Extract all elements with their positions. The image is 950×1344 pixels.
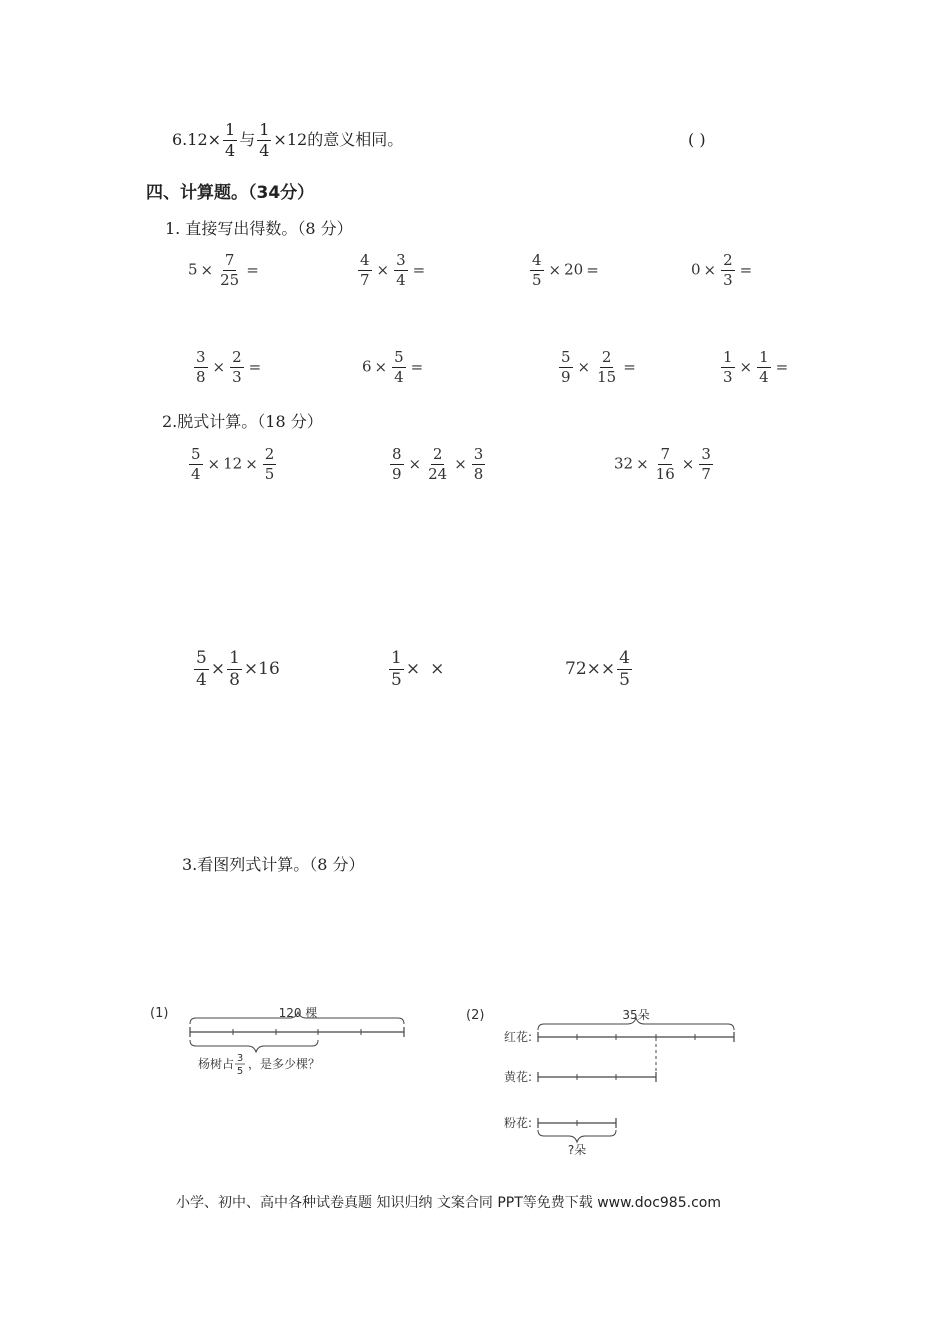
yellow-label: 黄花: [504,1070,533,1084]
figure-2-diagram [460,1002,750,1162]
figure-1-diagram [140,1000,440,1090]
red-label: 红花: [504,1030,533,1044]
expression: $\frac{1}{5}$ × × [391,648,445,690]
expression: $\frac{8}{9}$ × $\frac{2}{24}$ × $\frac{3}{8}$ [392,445,484,483]
pink-label: 粉花: [504,1116,533,1130]
expression: 0 × $\frac{2}{3}$ = [691,251,753,289]
total-label: 120 棵 [278,1006,318,1020]
caption-pre: 杨树占 [198,1057,235,1071]
expression: $\frac{3}{8}$ × $\frac{2}{3}$ = [196,348,262,386]
section-title: 四、计算题。（34分） [146,183,315,203]
caption-frac-num: 3 [236,1053,244,1064]
expression: 32 × $\frac{7}{16}$ × $\frac{3}{7}$ [614,445,711,483]
expression: 6 × $\frac{5}{4}$ = [362,348,424,386]
fraction: $\frac{1}{4}$ [259,120,270,160]
part2-title: 2.脱式计算。（18 分） [162,412,323,431]
footer-text: 小学、初中、高中各种试卷真题 知识归纳 文案合同 PPT等免费下载 www.doc985.com [176,1195,721,1211]
pink-count-label: ?朵 [567,1143,587,1157]
expression: $\frac{5}{4}$ × 12 × $\frac{2}{5}$ [191,445,275,483]
fraction: $\frac{1}{4}$ [225,120,236,160]
expression: $\frac{5}{4}$ × $\frac{1}{8}$ ×16 [196,648,280,690]
pink-brace [538,1130,616,1142]
figure-label: (1) [150,1006,169,1021]
figure-label: (2) [466,1008,485,1023]
total-label: 35朵 [622,1008,650,1022]
expression: $\frac{4}{5}$ × 20 = [532,251,599,289]
part1-title: 1. 直接写出得数。（8 分） [165,219,353,238]
part3-title: 3.看图列式计算。（8 分） [182,855,365,874]
caption-post: ，是多少棵？ [248,1057,321,1071]
expression: $\frac{1}{3}$ × $\frac{1}{4}$ = [723,348,789,386]
expression: 72×× $\frac{4}{5}$ [565,648,630,690]
answer-parentheses[interactable]: ( ) [688,130,706,149]
expression: $\frac{5}{9}$ × $\frac{2}{15}$ = [561,348,636,386]
caption-frac-den: 5 [236,1066,244,1077]
expression: $\frac{4}{7}$ × $\frac{3}{4}$ = [360,251,426,289]
judge-question-6: 6.12× $\frac{1}{4}$ 与 $\frac{1}{4}$ ×12的意义相同。 [172,120,404,160]
expression: 5 × $\frac{7}{25}$ = [188,251,259,289]
part-brace [190,1040,318,1052]
